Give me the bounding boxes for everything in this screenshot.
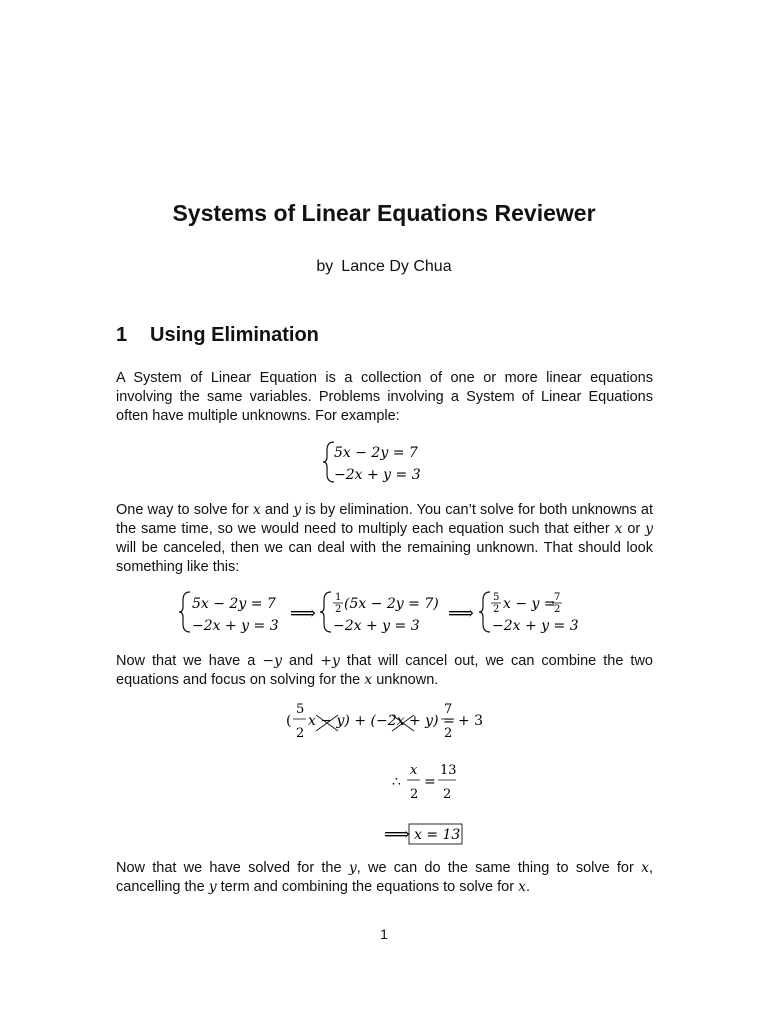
author-line: [0, 258, 768, 276]
implies-arrow-1: ⟹: [290, 603, 316, 624]
text-run: unknown.: [372, 672, 439, 688]
var-pos-y: +y: [320, 653, 340, 669]
var-neg-y: −y: [262, 653, 283, 669]
step-b-frac-den: 2: [335, 604, 342, 615]
text-run: and: [260, 502, 294, 518]
text-run: Now that we have a: [116, 653, 263, 669]
frac-x-den: 2: [410, 787, 419, 802]
text-run: , cancelling the: [116, 860, 653, 895]
system-eq-2: −2x + y = 3: [334, 467, 421, 483]
text-run: will be canceled, then we can deal with the remaining unknown. That should look something like this:: [116, 540, 653, 575]
combined-equation: [282, 697, 492, 743]
page-number: 1: [380, 926, 388, 942]
result-equation: [382, 822, 466, 848]
paragraph-intro: A System of Linear Equation is a collection of one or more linear equations involving the same variables. Problems involving a System of Linear Equations often have multiple unknowns. For example:: [116, 370, 653, 424]
author-name: Lance Dy Chua: [341, 258, 452, 275]
step-c-rhs-num: 7: [554, 592, 561, 603]
document-title: Systems of Linear Equations Reviewer: [172, 200, 596, 226]
text-run: One way to solve for: [116, 502, 253, 518]
step-c: [479, 592, 579, 634]
author-prefix: by: [316, 258, 334, 275]
step-b: [320, 592, 439, 634]
therefore-symbol: ∴: [392, 774, 401, 790]
var-x: x: [641, 860, 649, 876]
system-eq-1: 5x − 2y = 7: [334, 445, 418, 461]
step-c-rhs-den: 2: [554, 604, 561, 615]
text-run: term and combining the equations to solve for: [216, 879, 519, 895]
step-b-eq-1: (5x − 2y = 7): [344, 596, 439, 612]
text-run: is by elimination. You can’t solve for both unknowns at the same time, so we would need to multiply each equation such that either: [116, 502, 653, 537]
var-y: y: [645, 521, 653, 537]
var-x: x: [364, 672, 373, 688]
step-b-frac-num: 1: [335, 592, 342, 603]
step-c-eq-1: x − y =: [503, 596, 556, 612]
step-a: [179, 592, 279, 634]
text-run: , we can do the same thing to solve for: [356, 860, 642, 876]
step-a-eq-2: −2x + y = 3: [192, 618, 279, 634]
var-x: x: [614, 521, 623, 537]
step-a-eq-1: 5x − 2y = 7: [192, 596, 276, 612]
combine-right-den: 2: [444, 726, 453, 741]
frac-13-num: 13: [440, 763, 457, 778]
brace-icon: [320, 592, 331, 632]
text-run: and: [282, 653, 321, 669]
frac-13-den: 2: [443, 787, 452, 802]
var-x: x: [518, 879, 526, 895]
equation-system: [320, 438, 480, 488]
var-y: y: [348, 860, 357, 876]
svg-text:=: =: [424, 774, 436, 790]
step-c-frac-den: 2: [493, 604, 500, 615]
elimination-steps: [176, 588, 596, 640]
section-heading: [116, 324, 319, 347]
step-c-eq-2: −2x + y = 3: [492, 618, 579, 634]
section-title: Using Elimination: [150, 324, 319, 346]
var-y: y: [293, 502, 302, 518]
combine-left-num: 5: [296, 702, 305, 717]
paragraph-cancel: [116, 652, 653, 690]
step-b-eq-2: −2x + y = 3: [333, 618, 420, 634]
frac-x-num: x: [410, 763, 418, 778]
text-run: Now that we have solved for the: [116, 860, 349, 876]
paragraph-conclusion: [116, 859, 653, 897]
combine-right-num: 7: [444, 702, 453, 717]
combine-right-tail: + 3: [458, 713, 484, 729]
brace-icon: [323, 442, 334, 482]
text-run: that will cancel out, we can combine the two equations and focus on solving for the: [116, 653, 653, 688]
step-c-frac-num: 5: [493, 592, 500, 603]
combine-left-den: 2: [296, 726, 305, 741]
svg-text:(: (: [286, 713, 292, 729]
therefore-equation: [390, 758, 470, 804]
result-text: x = 13: [414, 827, 461, 843]
paragraph-elimination: [116, 501, 653, 577]
implies-arrow-3: ⟹: [384, 824, 410, 845]
brace-icon: [479, 592, 490, 632]
combine-left-tail: x − y) + (−2x + y) =: [308, 713, 455, 729]
implies-arrow-2: ⟹: [448, 603, 474, 624]
text-run: or: [622, 521, 646, 537]
var-x: x: [252, 502, 261, 518]
text-run: .: [525, 879, 531, 895]
section-number: 1: [116, 324, 128, 346]
var-y: y: [208, 879, 217, 895]
brace-icon: [179, 592, 190, 632]
